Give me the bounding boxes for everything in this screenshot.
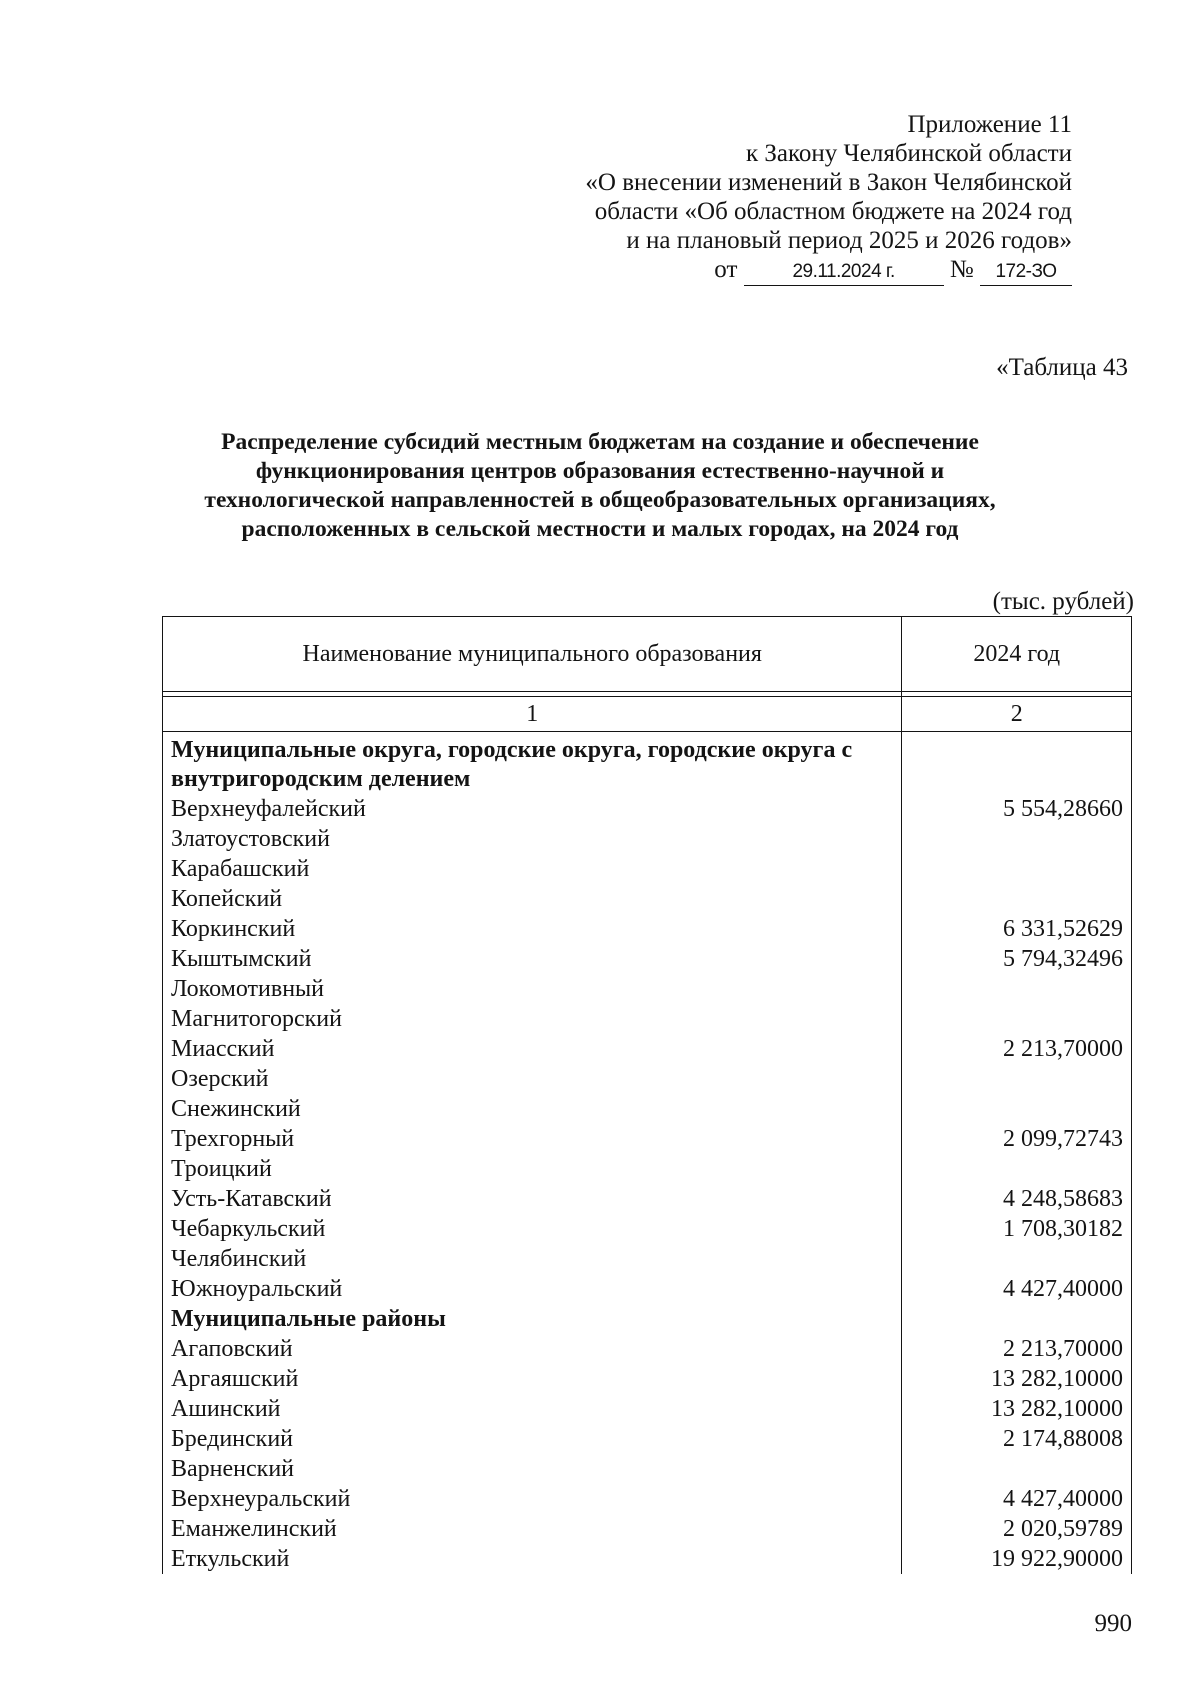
municipality-name: Брединский <box>163 1424 902 1454</box>
title-line: функционирования центров образования естественно-научной и <box>255 458 945 484</box>
table-row <box>163 1484 1132 1514</box>
table-row <box>163 1334 1132 1364</box>
subsidy-amount: 2 020,59789 <box>902 1514 1132 1544</box>
section-title: Муниципальные округа, городские округа, городские округа с внутригородским делением <box>163 732 902 795</box>
municipality-name: Чебаркульский <box>163 1214 902 1244</box>
table-row <box>163 1184 1132 1214</box>
subsidy-amount <box>902 974 1132 1004</box>
column-number: 1 <box>163 697 902 732</box>
section-row <box>163 1304 1132 1334</box>
table-row <box>163 794 1132 824</box>
subsidy-amount <box>902 884 1132 914</box>
subsidy-amount <box>902 854 1132 884</box>
table-header-row <box>163 617 1132 692</box>
municipality-name: Варненский <box>163 1454 902 1484</box>
subsidy-amount: 4 248,58683 <box>902 1184 1132 1214</box>
table-row <box>163 1274 1132 1304</box>
subsidy-amount: 13 282,10000 <box>902 1364 1132 1394</box>
header-line: Приложение 11 <box>907 111 1072 138</box>
document-title <box>150 428 1050 544</box>
subsidy-amount: 19 922,90000 <box>902 1544 1132 1574</box>
subsidy-amount: 4 427,40000 <box>902 1274 1132 1304</box>
table-label: «Таблица 43 <box>996 354 1128 381</box>
table-row <box>163 1544 1132 1574</box>
table-row <box>163 1394 1132 1424</box>
title-line: технологической направленностей в общеобразовательных организациях, <box>204 487 996 513</box>
subsidy-amount <box>902 1004 1132 1034</box>
title-line: расположенных в сельской местности и малых городах, на 2024 год <box>241 516 959 542</box>
subsidy-amount: 4 427,40000 <box>902 1484 1132 1514</box>
subsidy-amount: 2 174,88008 <box>902 1424 1132 1454</box>
subsidy-amount <box>902 1064 1132 1094</box>
municipality-name: Снежинский <box>163 1094 902 1124</box>
law-number: 172-ЗО <box>980 259 1072 286</box>
municipality-name: Златоустовский <box>163 824 902 854</box>
municipality-name: Коркинский <box>163 914 902 944</box>
municipality-name: Челябинский <box>163 1244 902 1274</box>
header-line: «О внесении изменений в Закон Челябинской <box>585 169 1072 196</box>
units-label: (тыс. рублей) <box>992 588 1134 615</box>
municipality-name: Локомотивный <box>163 974 902 1004</box>
municipality-name: Копейский <box>163 884 902 914</box>
table-row <box>163 1244 1132 1274</box>
table-row <box>163 1124 1132 1154</box>
header-line: к Закону Челябинской области <box>746 140 1072 167</box>
subsidy-amount <box>902 1154 1132 1184</box>
table-row <box>163 884 1132 914</box>
header-line: и на плановый период 2025 и 2026 годов» <box>626 227 1072 254</box>
municipality-name: Карабашский <box>163 854 902 884</box>
municipality-name: Ашинский <box>163 1394 902 1424</box>
subsidy-amount: 5 794,32496 <box>902 944 1132 974</box>
table-row <box>163 1064 1132 1094</box>
law-date: 29.11.2024 г. <box>744 259 944 286</box>
subsidy-amount <box>902 1094 1132 1124</box>
from-label: от <box>714 256 738 283</box>
municipality-name: Усть-Катавский <box>163 1184 902 1214</box>
number-label: № <box>949 256 974 283</box>
table-row <box>163 854 1132 884</box>
section-value-cell <box>902 732 1132 795</box>
table-row <box>163 1004 1132 1034</box>
section-row <box>163 732 1132 795</box>
title-line: Распределение субсидий местным бюджетам на создание и обеспечение <box>221 429 979 455</box>
municipality-name: Троицкий <box>163 1154 902 1184</box>
municipality-name: Кыштымский <box>163 944 902 974</box>
subsidy-table <box>162 616 1132 1574</box>
table-row <box>163 1364 1132 1394</box>
table-row <box>163 824 1132 854</box>
municipality-name: Аргаяшский <box>163 1364 902 1394</box>
table-row <box>163 974 1132 1004</box>
subsidy-amount: 6 331,52629 <box>902 914 1132 944</box>
subsidy-amount: 2 213,70000 <box>902 1334 1132 1364</box>
municipality-name: Озерский <box>163 1064 902 1094</box>
table-row <box>163 1034 1132 1064</box>
column-number: 2 <box>902 697 1132 732</box>
subsidy-amount: 5 554,28660 <box>902 794 1132 824</box>
subsidy-amount: 13 282,10000 <box>902 1394 1132 1424</box>
section-title: Муниципальные районы <box>163 1304 902 1334</box>
section-value-cell <box>902 1304 1132 1334</box>
municipality-name: Миасский <box>163 1034 902 1064</box>
table-row <box>163 944 1132 974</box>
subsidy-amount: 1 708,30182 <box>902 1214 1132 1244</box>
column-header-year: 2024 год <box>902 617 1132 692</box>
municipality-name: Агаповский <box>163 1334 902 1364</box>
page-number: 990 <box>1094 1610 1132 1637</box>
law-date-line <box>585 255 1072 286</box>
table-row <box>163 1214 1132 1244</box>
subsidy-amount <box>902 1244 1132 1274</box>
table-row <box>163 1424 1132 1454</box>
header-line: области «Об областном бюджете на 2024 год <box>594 198 1072 225</box>
municipality-name: Еманжелинский <box>163 1514 902 1544</box>
municipality-name: Магнитогорский <box>163 1004 902 1034</box>
municipality-name: Еткульский <box>163 1544 902 1574</box>
table-row <box>163 1514 1132 1544</box>
municipality-name: Южноуральский <box>163 1274 902 1304</box>
table-row <box>163 914 1132 944</box>
municipality-name: Верхнеуральский <box>163 1484 902 1514</box>
table-row <box>163 1094 1132 1124</box>
column-header-name: Наименование муниципального образования <box>163 617 902 692</box>
subsidy-amount <box>902 1454 1132 1484</box>
table-row <box>163 1154 1132 1184</box>
table-row <box>163 1454 1132 1484</box>
municipality-name: Верхнеуфалейский <box>163 794 902 824</box>
subsidy-amount: 2 213,70000 <box>902 1034 1132 1064</box>
subsidy-amount: 2 099,72743 <box>902 1124 1132 1154</box>
appendix-header <box>585 110 1072 286</box>
column-number-row <box>163 697 1132 732</box>
municipality-name: Трехгорный <box>163 1124 902 1154</box>
subsidy-amount <box>902 824 1132 854</box>
